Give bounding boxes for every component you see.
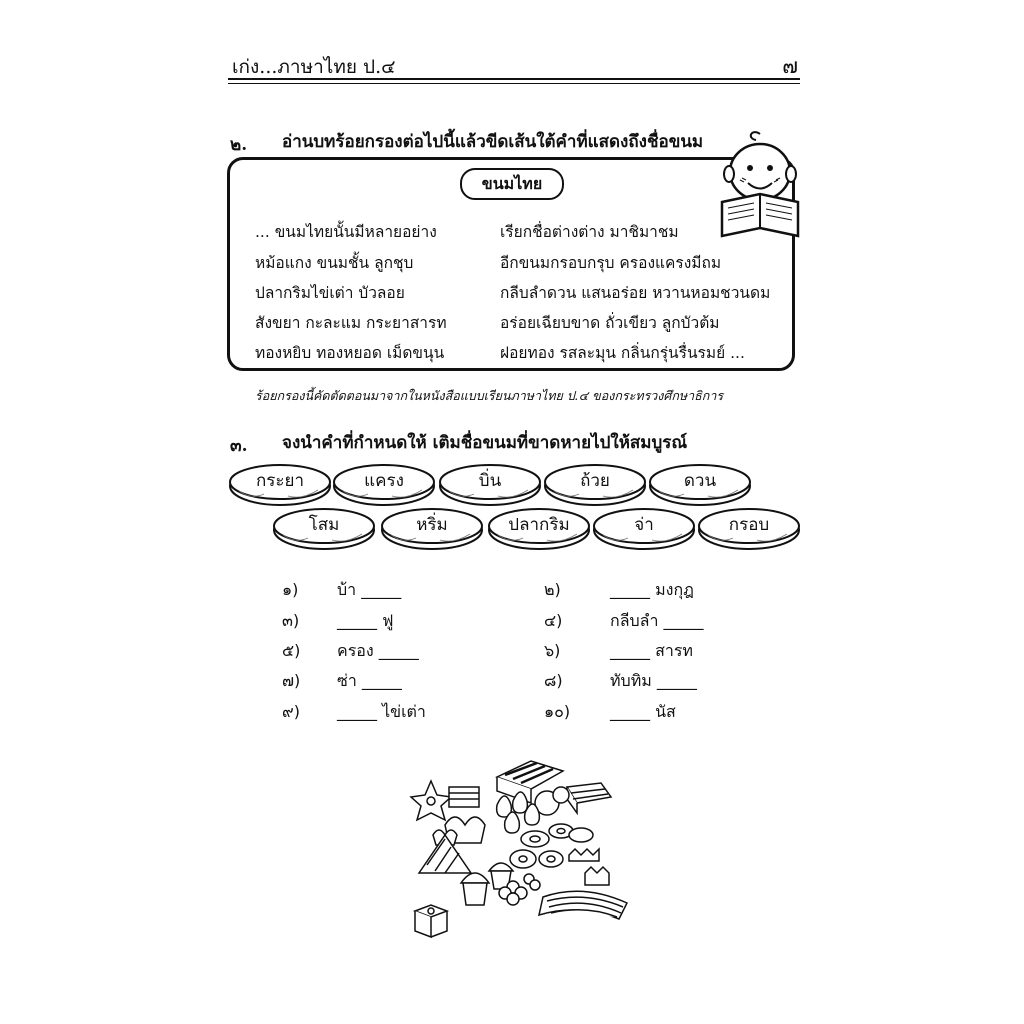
poem-line-right: เรียกชื่อต่างต่าง มาชิมาชม xyxy=(500,223,679,241)
word-chip xyxy=(592,506,696,550)
exercise-item: ซ่า _____ xyxy=(337,671,402,690)
poem-line-left: หม้อแกง ขนมชั้น ลูกชุบ xyxy=(255,254,414,272)
thai-desserts-illustration xyxy=(405,755,645,949)
word-chip xyxy=(272,506,376,550)
page-number: ๗ xyxy=(782,54,798,78)
word-chip xyxy=(332,462,436,506)
exercise-number: ๔) xyxy=(544,611,563,630)
word-chip xyxy=(543,462,647,506)
exercise-number: ๖) xyxy=(544,641,561,660)
exercise-number: ๗) xyxy=(282,671,301,690)
word-chip-label: จ่า xyxy=(634,515,654,535)
exercise-item: _____ สารท xyxy=(610,641,693,660)
section-2-instruction: อ่านบทร้อยกรองต่อไปนี้แล้วขีดเส้นใต้คำที่แสดงถึงชื่อขนม xyxy=(282,132,704,152)
poem-line-left: สังขยา กะละแม กระยาสารท xyxy=(255,314,447,332)
word-chip-label: โสม xyxy=(308,515,340,535)
word-chip-label: ถ้วย xyxy=(580,471,610,491)
exercise-number: ๙) xyxy=(282,702,300,721)
exercise-number: ๘) xyxy=(544,671,563,690)
word-chip-label: แครง xyxy=(364,471,404,491)
exercise-number: ๒) xyxy=(544,580,561,599)
word-chip-label: หริ่ม xyxy=(416,515,448,535)
word-chip-label: กรอบ xyxy=(728,515,770,535)
poem-line-left: ... ขนมไทยนั้นมีหลายอย่าง xyxy=(255,223,437,241)
poem-title: ขนมไทย xyxy=(460,168,564,200)
poem-line-right: ฝอยทอง รสละมุน กลิ่นกรุ่นรื่นรมย์ ... xyxy=(500,344,745,362)
word-chip xyxy=(697,506,801,550)
exercise-item: _____ นัส xyxy=(610,702,676,721)
poem-source-caption: ร้อยกรองนี้คัดตัดตอนมาจากในหนังสือแบบเรียนภาษาไทย ป.๔ ของกระทรวงศึกษาธิการ xyxy=(255,388,724,403)
section-3-number: ๓. xyxy=(230,436,248,456)
exercise-number: ๑๐) xyxy=(544,702,571,721)
word-chip-label: บิ่น xyxy=(478,471,502,491)
exercise-item: บ้า _____ xyxy=(337,580,402,599)
running-header-title: เก่ง...ภาษาไทย ป.๔ xyxy=(232,56,396,78)
word-chip xyxy=(438,462,542,506)
header-rule xyxy=(228,78,800,80)
header-rule-thin xyxy=(228,83,800,84)
poem-line-right: อีกขนมกรอบกรุบ ครองแครงมีถม xyxy=(500,254,722,272)
exercise-item: _____ มงกุฎ xyxy=(610,580,694,599)
exercise-item: ครอง _____ xyxy=(337,641,419,660)
section-2-number: ๒. xyxy=(230,135,248,155)
exercise-item: _____ ไข่เต่า xyxy=(337,702,426,721)
word-chip-label: กระยา xyxy=(255,471,305,491)
reading-child-illustration xyxy=(716,128,806,244)
exercise-number: ๓) xyxy=(282,611,300,630)
poem-line-right: อร่อยเฉียบขาด ถั่วเขียว ลูกบัวต้ม xyxy=(500,314,720,332)
poem-line-right: กลีบลำดวน แสนอร่อย หวานหอมชวนดม xyxy=(500,284,771,302)
poem-line-left: ปลากริมไข่เต่า บัวลอย xyxy=(255,284,405,302)
word-chip-label: ดวน xyxy=(683,471,717,491)
exercise-item: ทับทิม _____ xyxy=(610,671,697,690)
word-chip-label: ปลากริม xyxy=(508,515,570,535)
section-3-instruction: จงนำคำที่กำหนดให้ เติมชื่อขนมที่ขาดหายไปให้สมบูรณ์ xyxy=(282,433,688,453)
word-chip xyxy=(648,462,752,506)
word-chip xyxy=(228,462,332,506)
exercise-number: ๕) xyxy=(282,641,301,660)
exercise-item: _____ ฟู xyxy=(337,611,394,630)
word-chip xyxy=(487,506,591,550)
exercise-number: ๑) xyxy=(282,580,299,599)
word-chip xyxy=(380,506,484,550)
poem-line-left: ทองหยิบ ทองหยอด เม็ดขนุน xyxy=(255,344,445,362)
exercise-item: กลีบลำ _____ xyxy=(610,611,704,630)
